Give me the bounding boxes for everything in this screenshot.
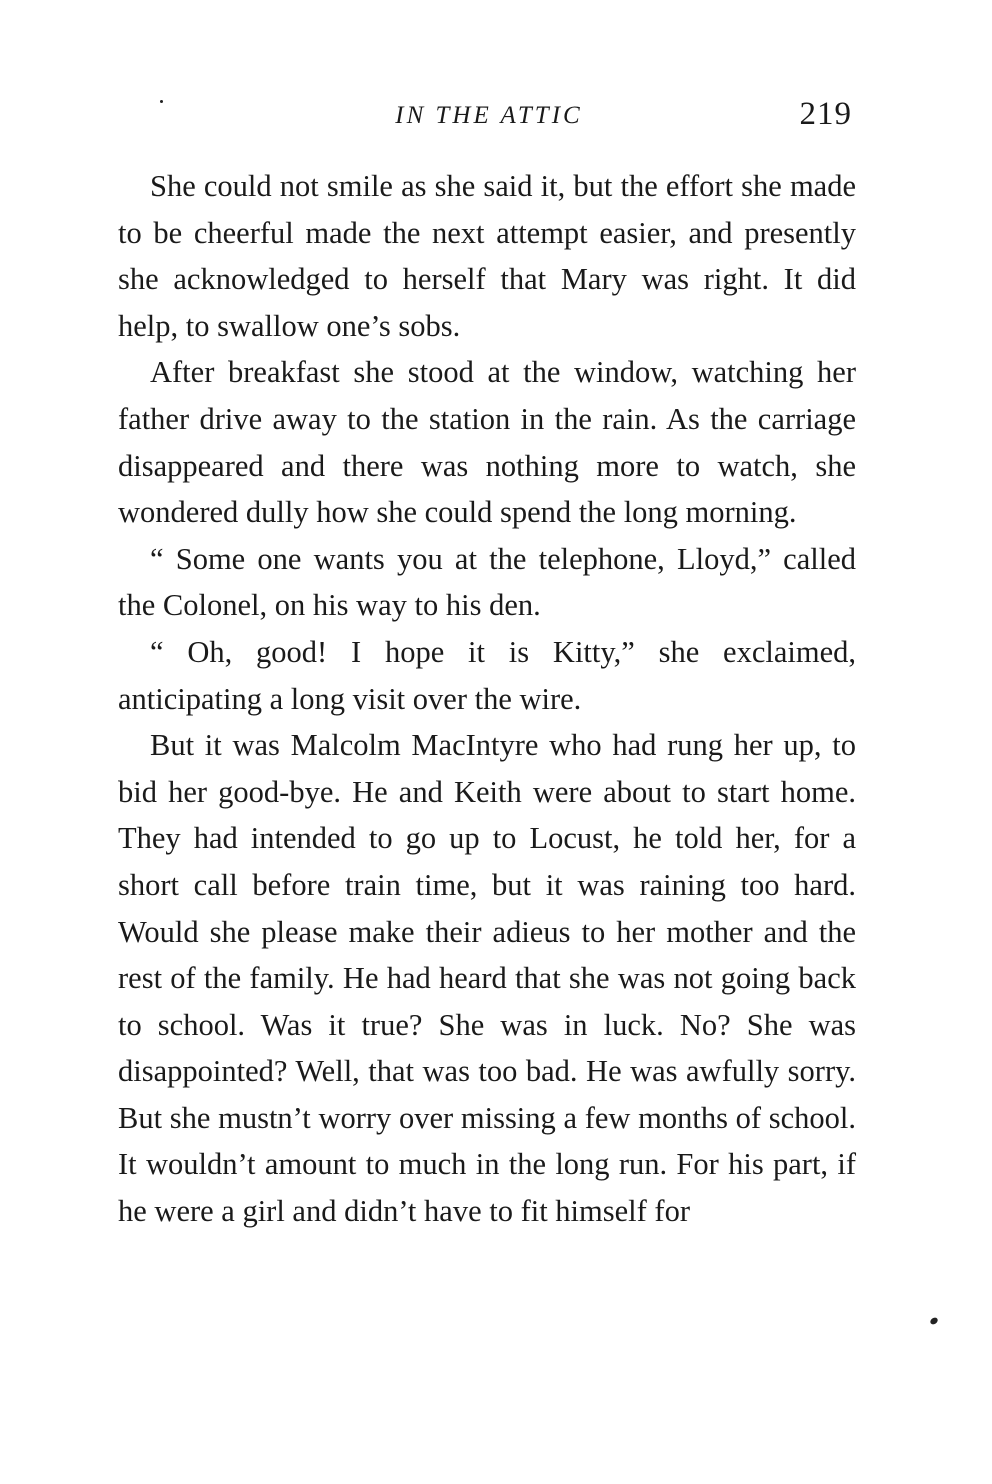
running-head [118, 96, 860, 140]
paragraph: But it was Malcolm MacIntyre who had rung her up, to bid her good-bye. He and Keith were about to start home. They had intended to go up to Locust, he told her, for a short call before train time, but it was raining too hard. Would she please make their adieus to her mother and the rest of the family. He had heard that she was not going back to school. Was it true? She was in luck. No? She was disappointed? Well, that was too bad. He was awfully sorry. But she mustn’t worry over missing a few months of school. It wouldn’t amount to much in the long run. For his part, if he were a girl and didn’t have to fit himself for [118, 728, 856, 1229]
body-text [118, 163, 856, 1235]
paragraph: She could not smile as she said it, but the effort she made to be cheerful made the next attempt easier, and presently she acknowledged to herself that Mary was right. It did help, to swallow one’s sobs. [118, 169, 856, 343]
running-title: IN THE ATTIC [395, 102, 583, 129]
paragraph: After breakfast she stood at the window, watching her father drive away to the station in the rain. As the carriage disappeared and there was nothing more to watch, she wondered dully how she could spend the long morning. [118, 355, 856, 530]
paragraph: “ Some one wants you at the telephone, Lloyd,” called the Colonel, on his way to his den. [118, 541, 856, 623]
paragraph: “ Oh, good! I hope it is Kitty,” she exclaimed, anticipating a long visit over the wire. [118, 634, 856, 716]
page-number: 219 [799, 96, 852, 132]
ink-speck [929, 1316, 939, 1326]
